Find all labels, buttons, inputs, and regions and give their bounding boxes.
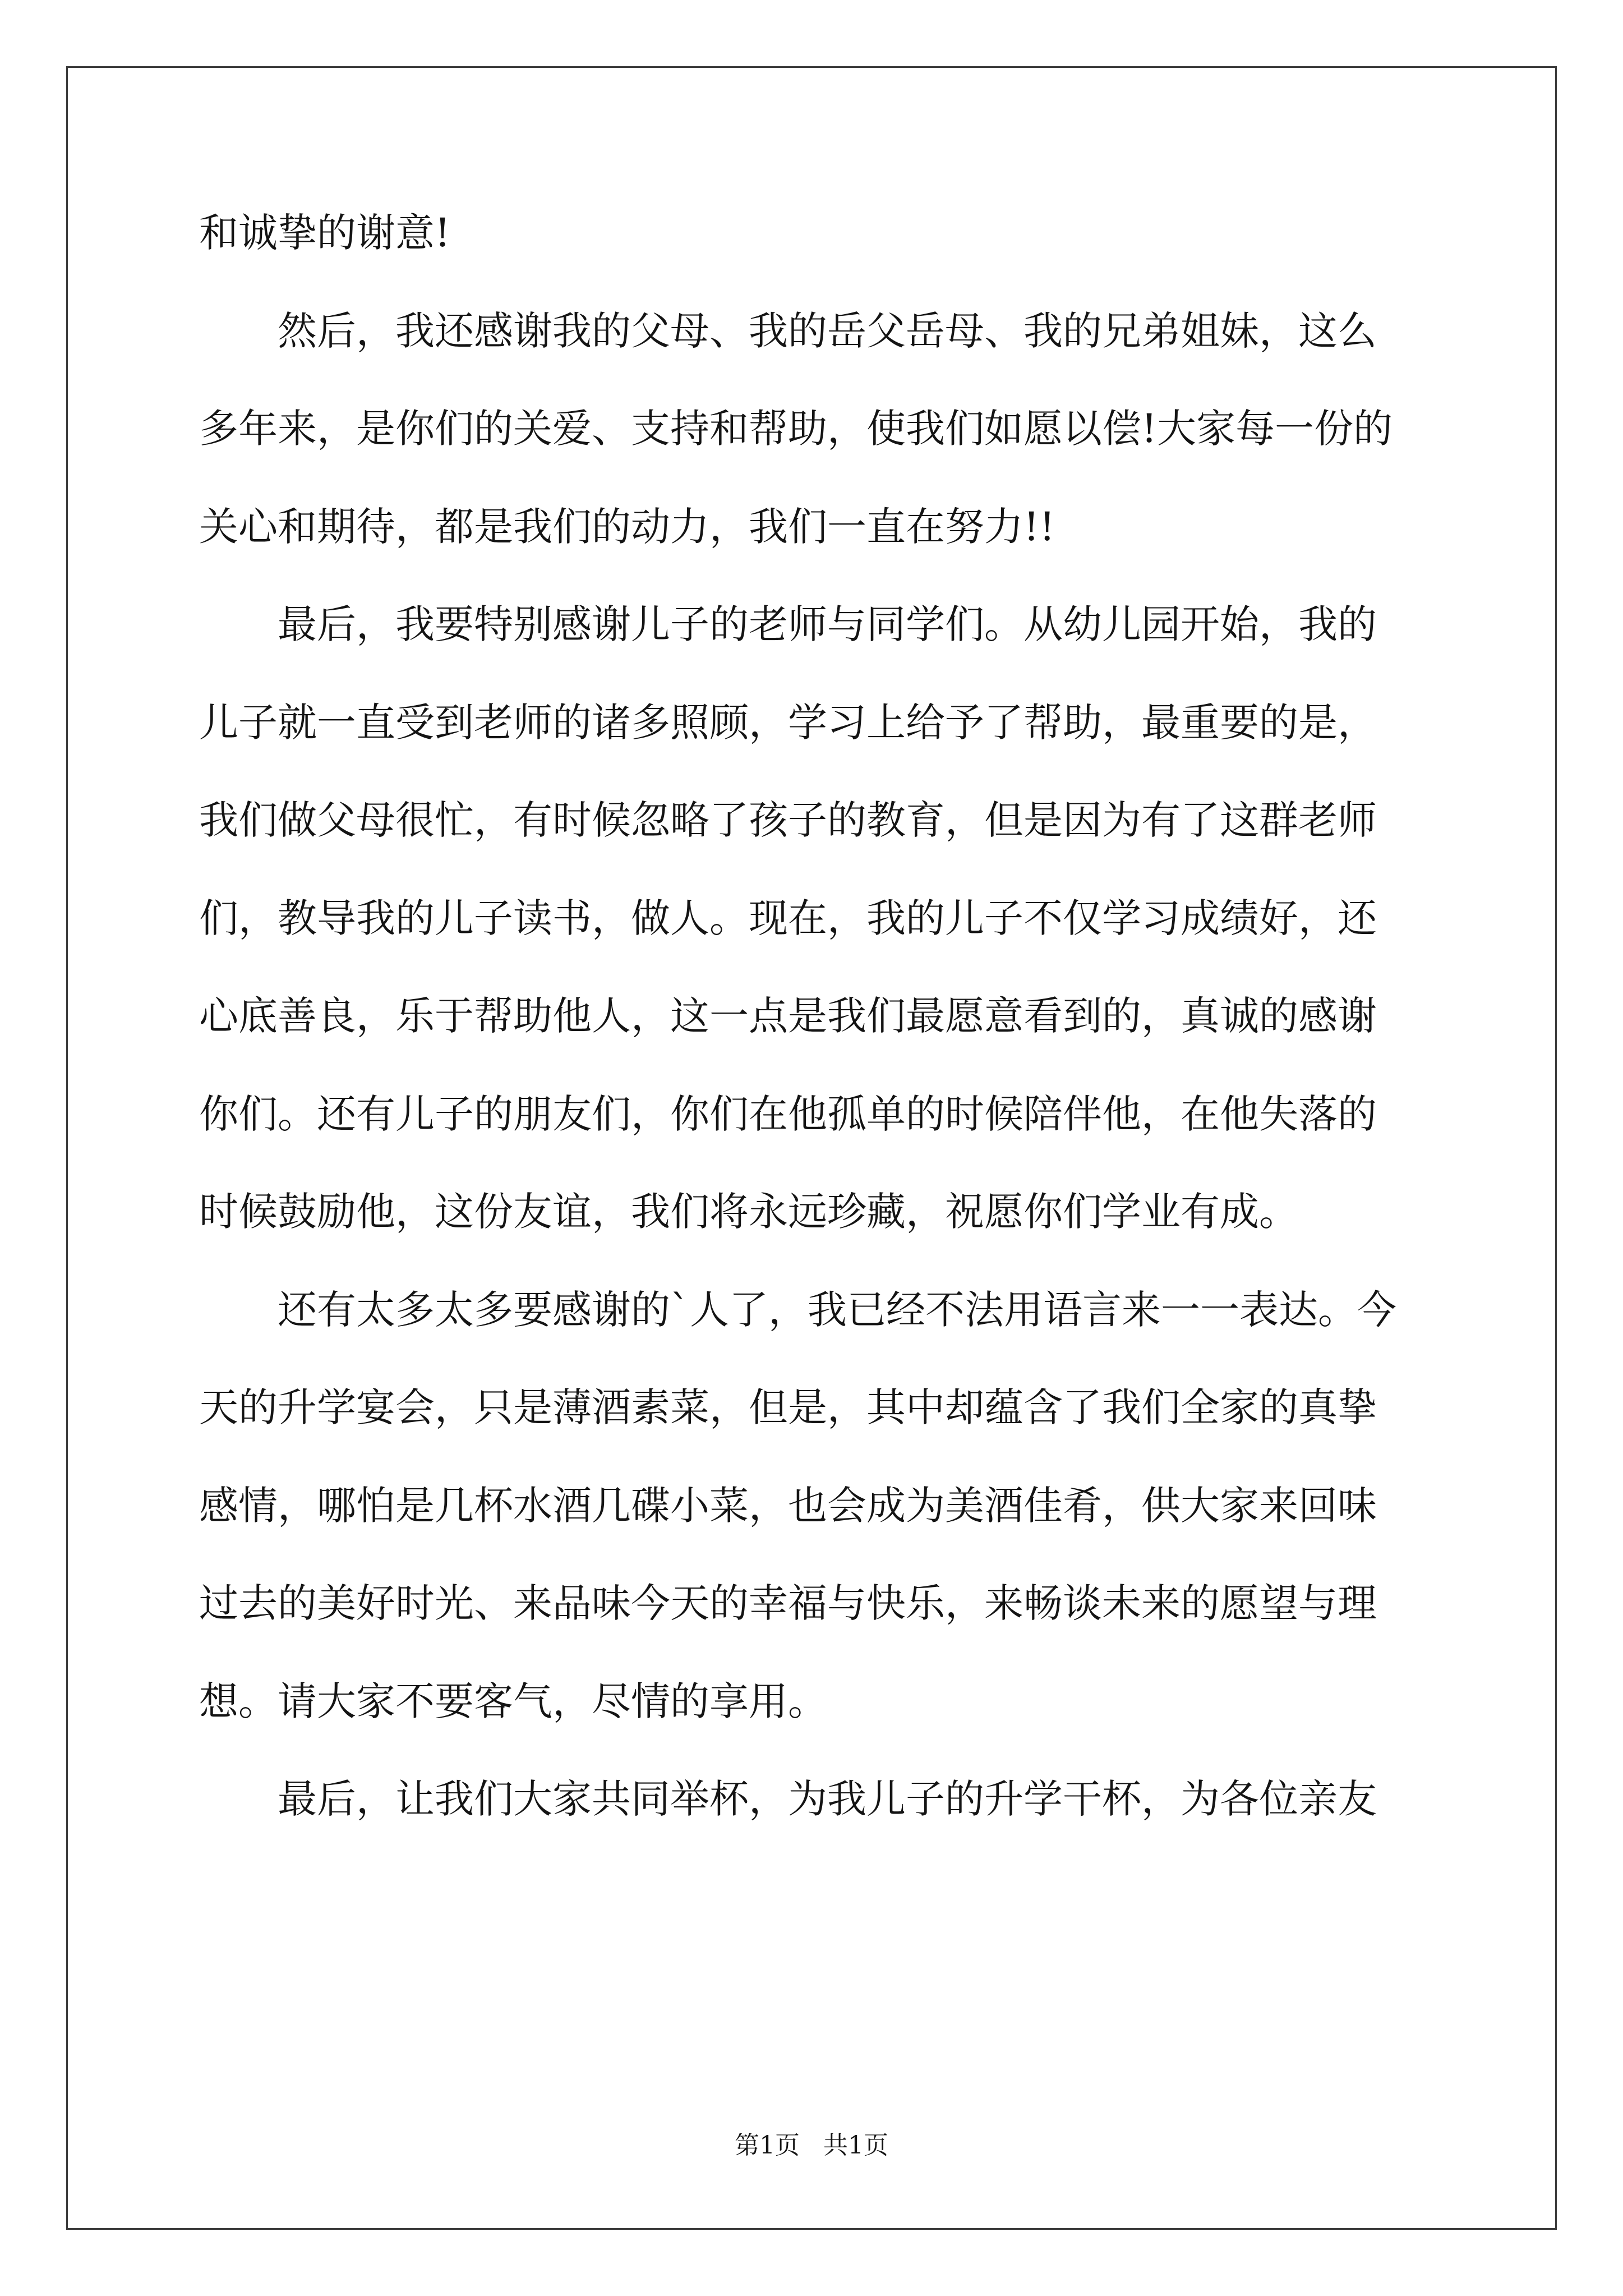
text-line: 还有太多太多要感谢的`人了，我已经不法用语言来一一表达。今 — [278, 1287, 1396, 1333]
page-border — [66, 66, 1557, 2230]
text-line: 最后，我要特别感谢儿子的老师与同学们。从幼儿园开始，我的 — [278, 601, 1377, 647]
text-line: 过去的美好时光、来品味今天的幸福与快乐，来畅谈未来的愿望与理 — [199, 1580, 1377, 1626]
page-number-footer: 第1页 共1页 — [735, 2131, 888, 2160]
text-line: 儿子就一直受到老师的诸多照顾，学习上给予了帮助，最重要的是， — [199, 700, 1377, 746]
text-line: 和诚挚的谢意! — [199, 210, 451, 256]
text-line: 你们。还有儿子的朋友们，你们在他孤单的时候陪伴他，在他失落的 — [199, 1091, 1377, 1137]
text-line: 天的升学宴会，只是薄酒素菜，但是，其中却蕴含了我们全家的真挚 — [199, 1384, 1377, 1430]
text-line: 心底善良，乐于帮助他人，这一点是我们最愿意看到的，真诚的感谢 — [199, 993, 1377, 1039]
text-line: 然后，我还感谢我的父母、我的岳父岳母、我的兄弟姐妹，这么 — [278, 308, 1377, 354]
text-line: 们，教导我的儿子读书，做人。现在，我的儿子不仅学习成绩好，还 — [199, 895, 1377, 941]
text-line: 最后，让我们大家共同举杯，为我儿子的升学干杯，为各位亲友 — [278, 1776, 1377, 1822]
text-line: 多年来，是你们的关爱、支持和帮助，使我们如愿以偿!大家每一份的 — [199, 406, 1393, 452]
text-line: 我们做父母很忙，有时候忽略了孩子的教育，但是因为有了这群老师 — [199, 797, 1377, 843]
text-line: 感情，哪怕是几杯水酒几碟小菜，也会成为美酒佳肴，供大家来回味 — [199, 1483, 1377, 1529]
text-line: 时候鼓励他，这份友谊，我们将永远珍藏，祝愿你们学业有成。 — [199, 1189, 1298, 1235]
text-line: 想。请大家不要客气，尽情的享用。 — [199, 1678, 827, 1724]
text-line: 关心和期待，都是我们的动力，我们一直在努力!! — [199, 504, 1055, 550]
